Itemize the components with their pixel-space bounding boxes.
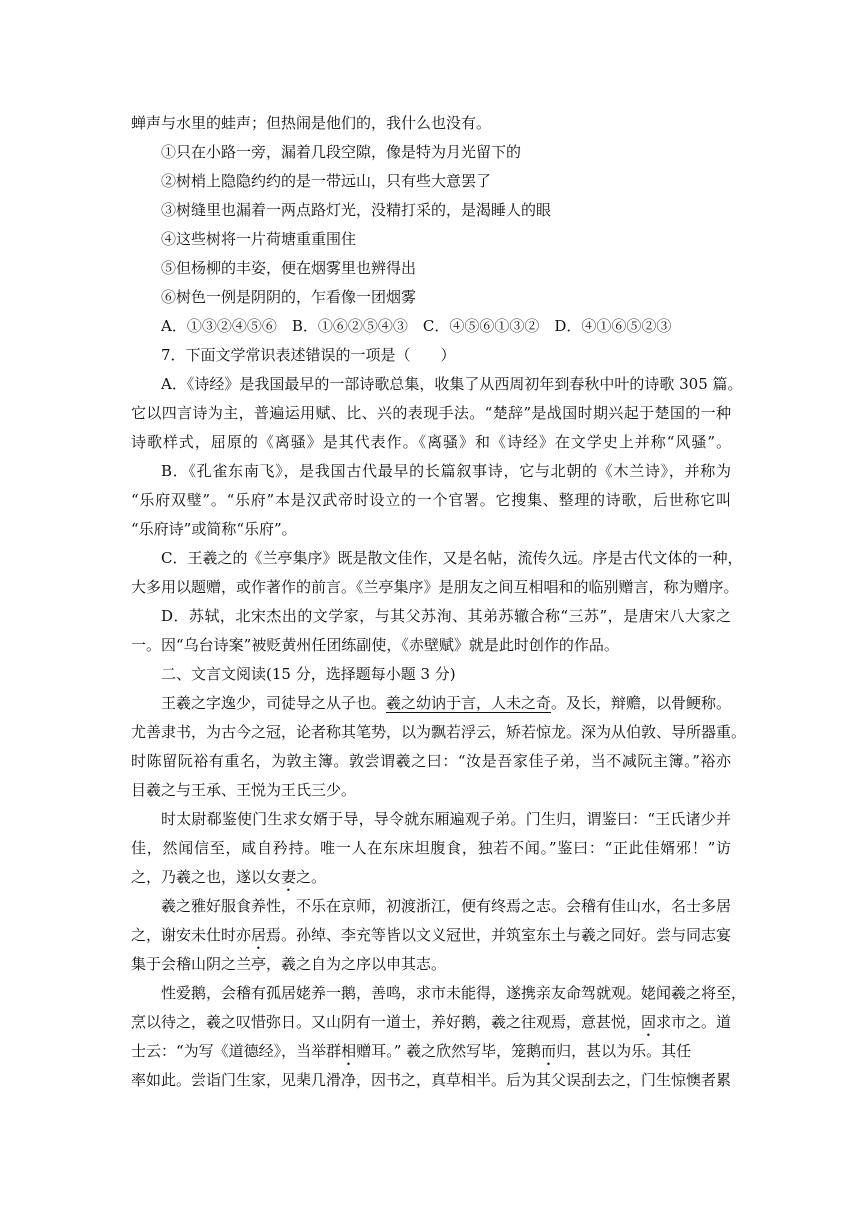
choice-c-line: C．王羲之的《兰亭集序》既是散文佳作，又是名帖，流传久远。序是古代文体的一种， [161,549,743,567]
passage-line: 性爱鹅，会稽有孤居姥养一鹅，善鸣，求市未能得，遂携亲友命驾就观。姥闻羲之将至， [161,984,747,1002]
dotted-word: 妻 [281,868,297,886]
passage-line: 时太尉郗鉴使门生求女婿于导，导令就东厢遍观子弟。门生归，谓鉴曰：“王氏诸少并 [161,810,731,828]
passage-line [131,1008,731,1037]
passage-text: 。及长，辩赡，以骨鲠称。 [551,694,732,712]
passage-text: 赠耳。” 羲之欣然写毕，笼鹅 [356,1042,542,1060]
passage-line: 时陈留阮裕有重名，为敦主簿。敦尝谓羲之曰：“汝是吾家佳子弟，当不减阮主簿。”裕亦 [131,752,731,770]
passage-line [131,689,731,718]
passage-text: 王羲之字逸少，司徒导之从子也。 [161,694,387,712]
choice-c-line: 大多用以题赠，或作著作的前言。《兰亭集序》是朋友之间互相唱和的临别赠言，称为赠序。 [131,578,739,596]
option-sentence-4: ④这些树将一片荷塘重重围住 [161,230,357,248]
passage-text: 之。 [296,868,327,886]
passage-text: 之，谢安未仕时亦 [131,926,252,944]
passage-line: 率如此。尝诣门生家，见棐几滑净，因书之，真草相半。后为其父误刮去之，门生惊懊者累 [131,1071,732,1089]
choice-d-line: 一。因“乌台诗案”被贬黄州任团练副使，《赤壁赋》就是此时创作的作品。 [131,636,619,654]
text-line: 蝉声与水里的蛙声；但热闹是他们的，我什么也没有。 [131,114,492,132]
passage-line [131,863,731,892]
choice-d-line: D．苏轼，北宋杰出的文学家，与其父苏洵、其弟苏辙合称“三苏”，是唐宋八大家之 [161,607,731,625]
passage-line: 羲之雅好服食养性，不乐在京师，初渡浙江，便有终焉之志。会稽有佳山水，名士多居 [161,897,732,915]
option-sentence-6: ⑥树色一例是阴阴的，乍看像一团烟雾 [161,288,417,306]
choice-a-line: 它以四言诗为主，普遍运用赋、比、兴的表现手法。“楚辞”是战国时期兴起于楚国的一种 [131,404,731,422]
answer-choices: A．①③②④⑤⑥ B．①⑥②⑤④③ C．④⑤⑥①③② D．④①⑥⑤②③ [161,317,672,335]
passage-text: 归，甚以为乐。其任 [556,1042,692,1060]
option-sentence-5: ⑤但杨柳的丰姿，便在烟雾里也辨得出 [161,259,417,277]
option-sentence-3: ③树缝里也漏着一两点路灯光，没精打采的，是渴睡人的眼 [161,201,552,219]
passage-text: 烹以待之，羲之叹惜弥日。又山阴有一道士，养好鹅，羲之往观焉，意甚悦， [131,1013,642,1031]
section-heading: 二、文言文阅读(15 分，选择题每小题 3 分) [161,665,456,683]
dotted-word: 固 [641,1013,657,1031]
choice-b-line: B．《孔雀东南飞》，是我国古代最早的长篇叙事诗，它与北朝的《木兰诗》，并称为 [161,462,731,480]
passage-text: 之，乃羲之也，遂以女 [131,868,282,886]
dotted-word: 相 [341,1042,357,1060]
passage-line: 佳，然闻信至，咸自矜持。唯一人在东床坦腹食，独若不闻。”鉴曰：“正此佳婿邪！”访 [131,839,731,857]
option-sentence-2: ②树梢上隐隐约约的是一带远山，只有些大意罢了 [161,172,492,190]
choice-b-line: “乐府双璧”。“乐府”本是汉武帝时设立的一个官署。它搜集、整理的诗歌，后世称它叫 [131,491,731,509]
passage-line: 集于会稽山阴之兰亭，羲之自为之序以申其志。 [131,955,447,973]
document-body [131,109,747,1095]
passage-line: 尤善隶书，为古今之冠，论者称其笔势，以为飘若浮云，矫若惊龙。深为从伯敦、导所器重。 [131,723,747,741]
dotted-word: 而 [541,1042,557,1060]
passage-text: 士云：“为写《道德经》，当举群 [131,1042,342,1060]
underlined-sentence: 羲之幼讷于言，人未之奇 [386,694,552,712]
passage-text: 求市之。道 [656,1013,732,1031]
choice-b-line: “乐府诗”或简称“乐府”。 [131,520,297,538]
choice-a-line: 诗歌样式，屈原的《离骚》是其代表作。《离骚》和《诗经》在文学史上并称“风骚”。 [131,433,731,451]
choice-a-line: A．《诗经》是我国最早的一部诗歌总集，收集了从西周初年到春秋中叶的诗歌 305 篇。 [161,375,743,393]
passage-line: 目羲之与王承、王悦为王氏三少。 [131,781,357,799]
option-sentence-1: ①只在小路一旁，漏着几段空隙，像是特为月光留下的 [161,143,522,161]
passage-line [131,921,731,950]
question-7: 7．下面文学常识表述错误的一项是（ ） [161,346,456,364]
passage-line [131,1037,731,1066]
passage-text: 焉。孙绰、李充等皆以文义冠世，并筑室东土与羲之同好。尝与同志宴 [266,926,732,944]
dotted-word: 居 [251,926,267,944]
